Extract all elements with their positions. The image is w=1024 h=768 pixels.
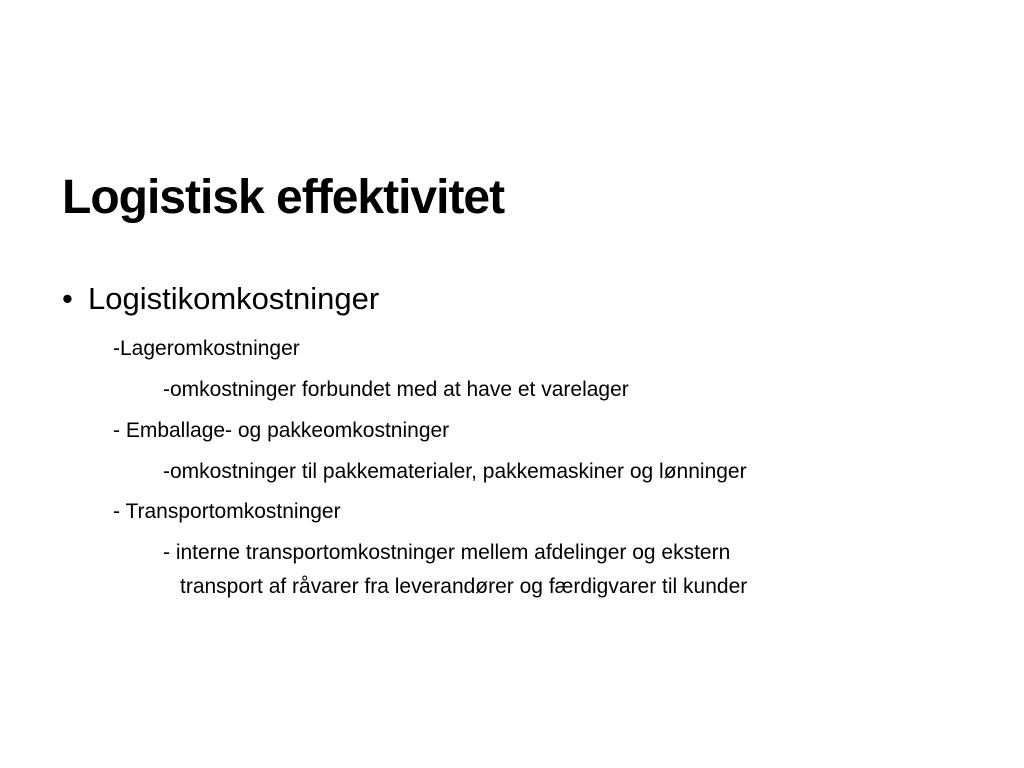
sub-item-lageromkostninger: -Lageromkostninger [113, 337, 300, 360]
slide-title: Logistisk effektivitet [62, 171, 505, 224]
sub-item-transport: - Transportomkostninger [113, 500, 341, 523]
bullet-icon: • [62, 281, 73, 316]
bullet-text: Logistikomkostninger [88, 281, 380, 316]
bullet-item-logistikomkostninger [62, 280, 379, 317]
detail-lageromkostninger: -omkostninger forbundet med at have et varelager [163, 378, 629, 401]
detail-transport-line-1: - interne transportomkostninger mellem afdelinger og ekstern [163, 541, 731, 564]
detail-emballage: -omkostninger til pakkematerialer, pakkemaskiner og lønninger [163, 460, 747, 483]
sub-item-emballage: - Emballage- og pakkeomkostninger [113, 419, 450, 442]
detail-transport-line-2: transport af råvarer fra leverandører og færdigvarer til kunder [180, 575, 748, 598]
